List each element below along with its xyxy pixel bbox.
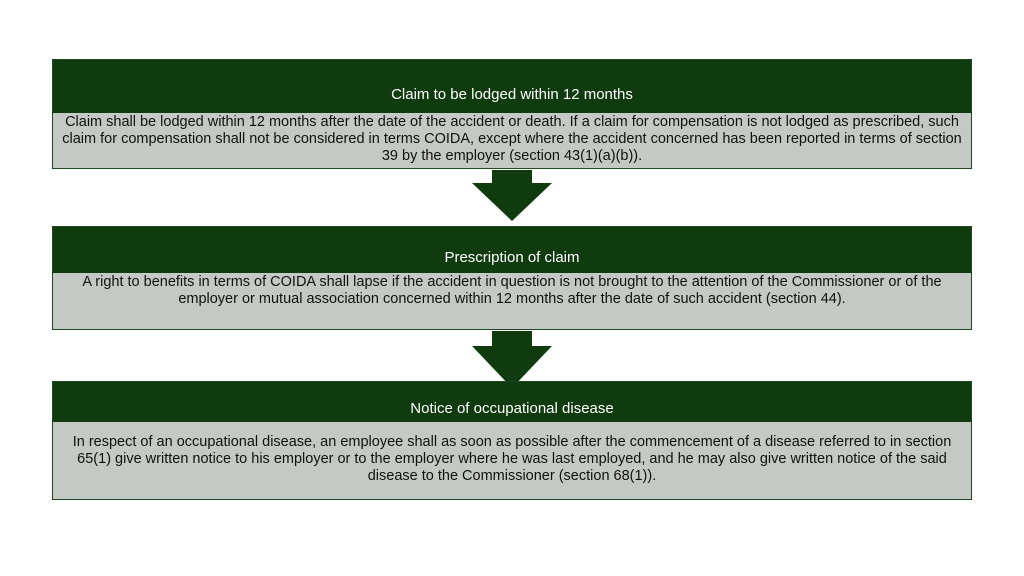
- arrow-down-icon: [492, 170, 532, 184]
- step-occupational-disease-notice: [52, 381, 972, 500]
- step-claim-lodged: [52, 59, 972, 169]
- step-prescription-of-claim: [52, 226, 972, 330]
- step-description: A right to benefits in terms of COIDA shall lapse if the accident in question is not brought to the attention of the Commissioner or of the employer or mutual association concerned within 12 months after the date of such accident (section 44).: [53, 273, 971, 329]
- step-description: Claim shall be lodged within 12 months after the date of the accident or death. If a claim for compensation is not lodged as prescribed, such claim for compensation shall not be considered in terms COIDA, except where the accident concerned has been reported in terms of section 39 by the employer (section 43(1)(a)(b)).: [53, 113, 971, 168]
- step-title: Claim to be lodged within 12 months: [53, 60, 971, 113]
- step-description: In respect of an occupational disease, an employee shall as soon as possible after the commencement of a disease referred to in section 65(1) give written notice to his employer or to the employer where he was last employed, and he may also give written notice of the said disease to the Commissioner (section 68(1)).: [53, 422, 971, 499]
- arrow-down-icon: [492, 331, 532, 347]
- step-title: Notice of occupational disease: [53, 382, 971, 422]
- arrow-down-head: [472, 183, 552, 221]
- step-title: Prescription of claim: [53, 227, 971, 273]
